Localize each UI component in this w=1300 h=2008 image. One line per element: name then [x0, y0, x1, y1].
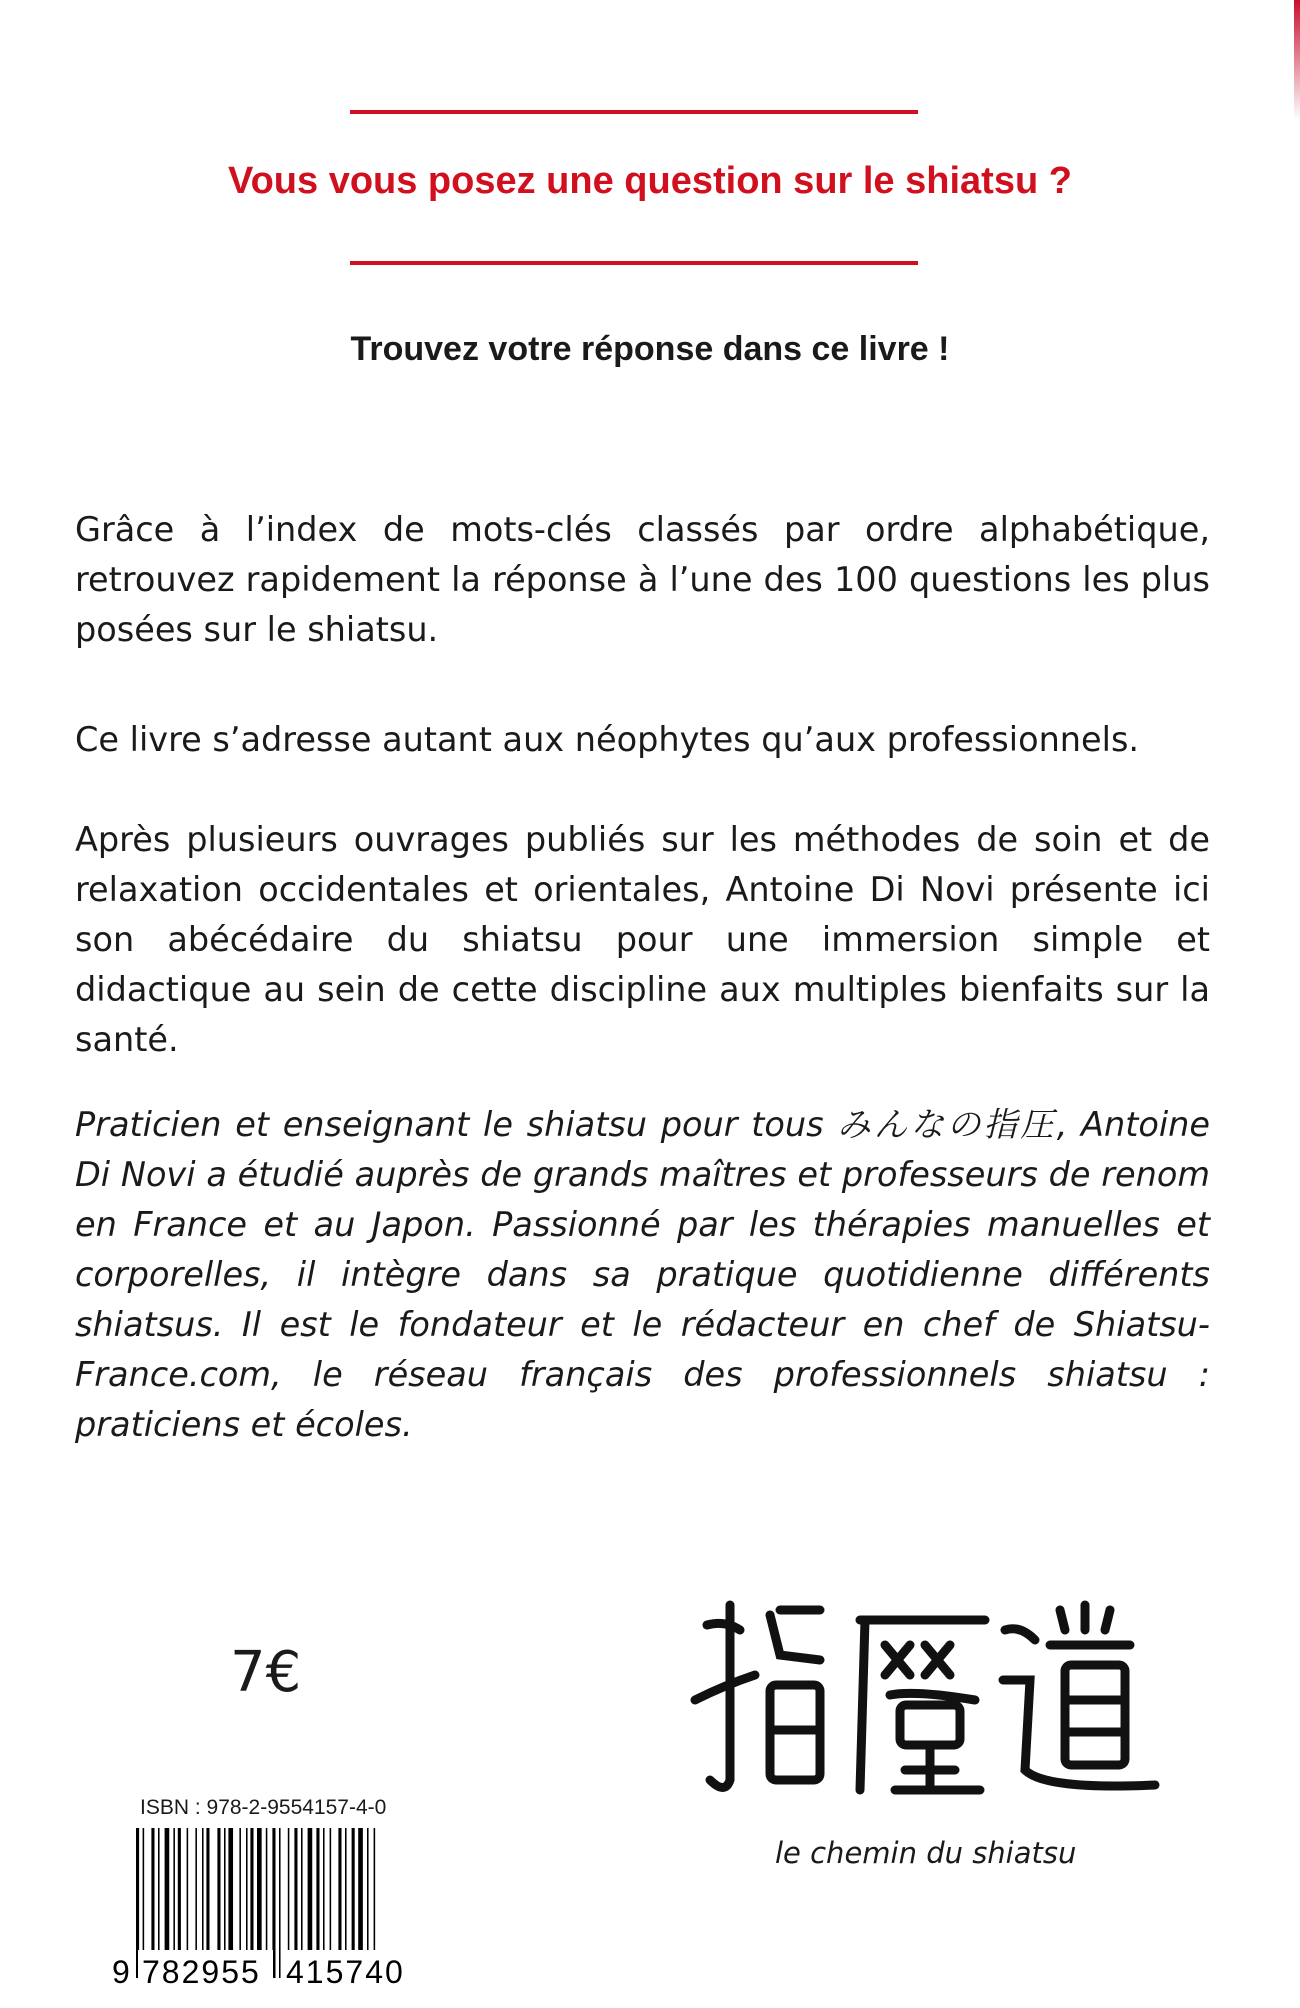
- paragraph-presentation: Après plusieurs ouvrages publiés sur les méthodes de soin et de relaxation occidentales et orientales, Antoine Di Novi présente ici son abécédaire du shiatsu pour une immersion simple et didactique au sein de cette discipline aux multiples bienfaits sur la santé.: [75, 820, 1210, 1059]
- barcode: [112, 1828, 437, 1988]
- price: 7€: [230, 1640, 302, 1705]
- paragraph-audience: Ce livre s’adresse autant aux néophytes qu’aux professionnels.: [75, 720, 1140, 759]
- seal-caption: le chemin du shiatsu: [775, 1836, 1077, 1870]
- tagline-headline: Trouvez votre réponse dans ce livre !: [350, 330, 950, 368]
- isbn: ISBN : 978-2-9554157-4-0: [140, 1796, 387, 1819]
- barcode-digits-left: 782955: [142, 1954, 261, 1988]
- bottom-red-rule: [350, 261, 918, 265]
- red-edge-mark: [1294, 0, 1300, 120]
- barcode-bar: [279, 1828, 281, 1978]
- author-bio: Praticien et enseignant le shiatsu pour tous みんなの指圧, Antoine Di Novi a étudié auprès de grands maîtres et professeurs de renom en France et au Japon. Passionné par les thérapies manuelles et corporelles, il intègre dans sa pratique quotidienne différents shiatsus. Il est le fondateur et le rédacteur en chef de Shiatsu-France.com, le réseau français des professionnels shiatsu : praticiens et écoles.: [75, 1105, 1210, 1444]
- seal-calligraphy: [685, 1590, 1165, 1805]
- barcode-digits-right: 415740: [286, 1954, 405, 1988]
- top-red-rule: [350, 110, 918, 114]
- question-headline: Vous vous posez une question sur le shiatsu ?: [228, 160, 1072, 202]
- paragraph-index: Grâce à l’index de mots-clés classés par ordre alphabétique, retrouvez rapidement la réponse à l’une des 100 questions les plus posées sur le shiatsu.: [75, 510, 1210, 649]
- barcode-digit-prefix: 9: [112, 1954, 130, 1988]
